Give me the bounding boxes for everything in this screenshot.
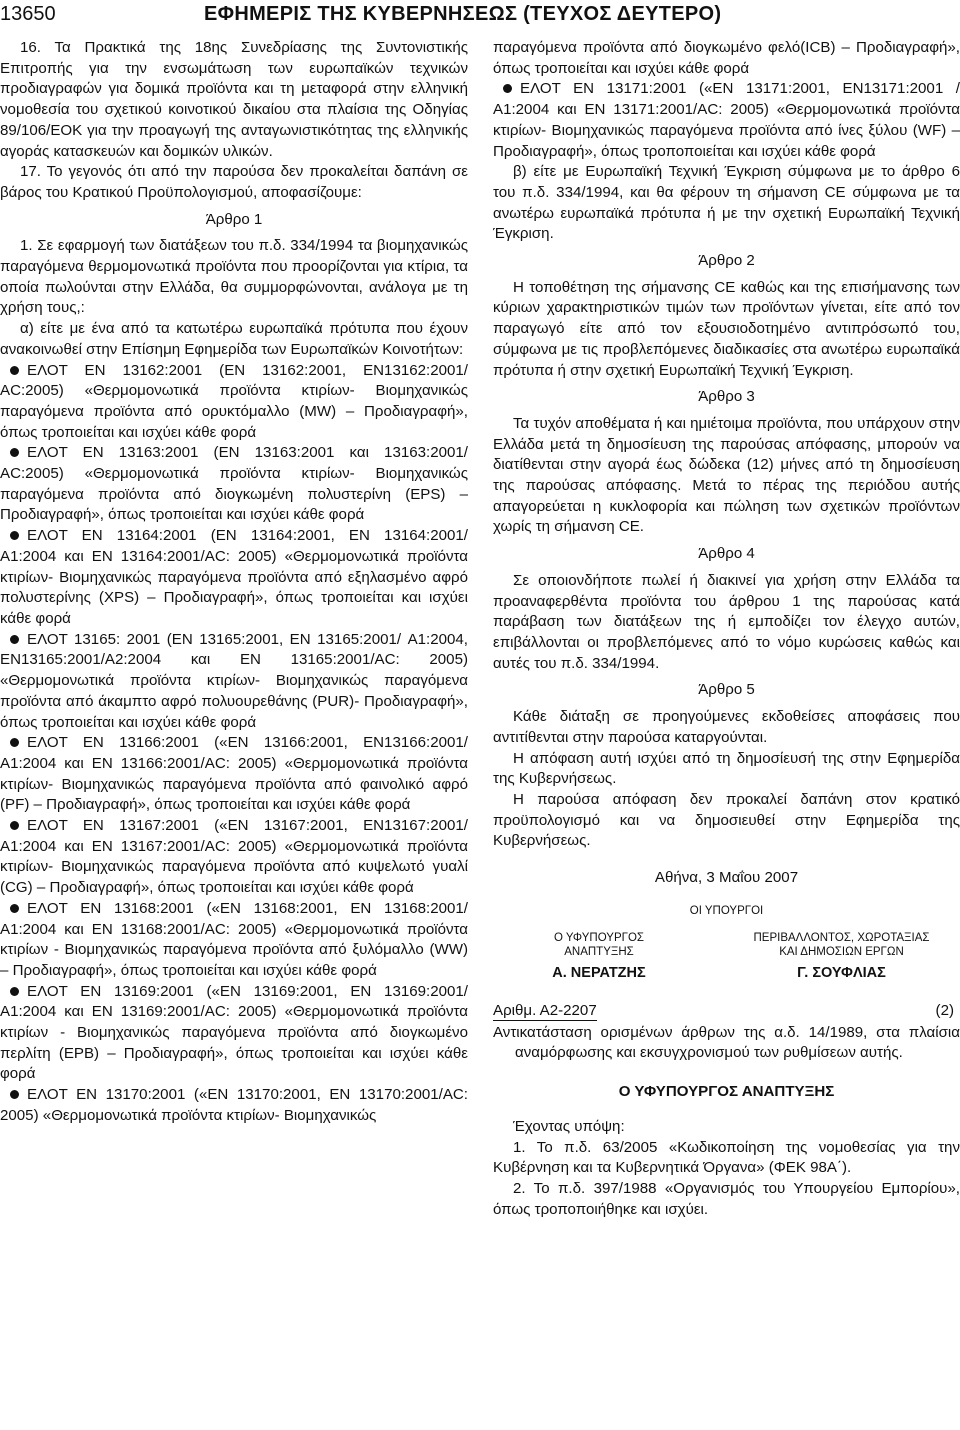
standard-text: ΕΛΟΤ ΕΝ 13169:2001 («ΕΝ 13169:2001, ΕΝ 13169:2001/ A1:2004 και ΕΝ 13169:2001/AC: 2005) «Θερμομονωτικά προϊόντα κτιρίων - Βιομηχανικώς παραγόμενα προϊόντα από διογκωμένο περλίτη (EPB) – Προδιαγραφή», όπως τροποιείται και ισχύει κάθε φορά	[0, 982, 468, 1083]
bullet-icon	[10, 366, 19, 375]
article-5-text-3: Η παρούσα απόφαση δεν προκαλεί δαπάνη στον κρατικό προϋπολογισμό και να δημοσιευθεί στην Εφημερίδα της Κυβερνήσεως.	[493, 790, 960, 850]
standard-item	[0, 899, 468, 982]
bullet-icon	[10, 904, 19, 913]
decision-number-line	[493, 1001, 960, 1023]
having-regard-label: Έχοντας υπόψη:	[513, 1117, 625, 1135]
article-1-option-a: α) είτε με ένα από τα κατωτέρω ευρωπαϊκά πρότυπα που έχουν ανακοινωθεί στην Επίσημη Εφημερίδα των Ευρωπαϊκών Κοινοτήτων:	[0, 320, 468, 358]
bullet-icon	[10, 448, 19, 457]
standard-item	[0, 361, 468, 444]
article-3-text: Τα τυχόν αποθέματα ή και ημιέτοιμα προϊόντα, που υπάρχουν στην Ελλάδα μετά τη δημοσίευση της παρούσας απόφασης, μπορούν να διατίθενται στην αγορά έως δώδεκα (12) μήνες από τη δημοσίευση της παρούσας απόφασης. Μετά το πέρας της περιόδου αυτής απαγορεύεται η κυκλοφορία και πώληση των σχετικών προϊόντων χωρίς τη σήμανση CE.	[493, 414, 960, 536]
bullet-icon	[503, 84, 512, 93]
minister-left-title-line2: ΑΝΑΠΤΥΞΗΣ	[564, 945, 634, 958]
issuing-minister: Ο ΥΦΥΠΟΥΡΓΟΣ ΑΝΑΠΤΥΞΗΣ	[618, 1083, 835, 1101]
article-1-option-b: β) είτε με Ευρωπαϊκή Τεχνική Έγκριση σύμφωνα με το άρθρο 6 του π.δ. 334/1994, και θα φέρουν τη σήμανση CE σύμφωνα με τα ανωτέρω ευρωπαϊκά πρότυπα ή με την σχετική Ευρωπαϊκή Τεχνική Έγκριση.	[493, 163, 960, 243]
regard-item-2: 2. Το π.δ. 397/1988 «Οργανισμός του Υπουργείου Εμπορίου», όπως τροποποιήθηκε και ισχύει.	[493, 1179, 960, 1218]
decision-subject: Αντικατάσταση ορισμένων άρθρων της α.δ. 14/1989, στα πλαίσια αναμόρφωσης και εκσυγχρονισμού των ρυθμίσεων αυτής.	[493, 1023, 960, 1062]
minister-right-name: Γ. ΣΟΥΦΛΙΑΣ	[797, 964, 886, 981]
ministers-label: ΟΙ ΥΠΟΥΡΓΟΙ	[689, 904, 764, 917]
page-header	[0, 0, 960, 34]
standard-item	[0, 630, 468, 734]
standard-text: ΕΛΟΤ ΕΝ 13164:2001 (ΕΝ 13164:2001, ΕΝ 13164:2001/ A1:2004 και ΕΝ 13164:2001/AC: 2005) «Θερμομονωτικά προϊόντα κτιρίων- Βιομηχανικώς παραγόμενα προϊόντα από εξηλασμένο αφρό πολυστερίνης (XPS) – Προδιαγραφή», όπως τροποιείται και ισχύει κάθε φορά	[0, 527, 468, 627]
recital-17: 17. Το γεγονός ότι από την παρούσα δεν προκαλείται δαπάνη σε βάρος του Κρατικού Προϋπολογισμού, αποφασίζουμε:	[0, 163, 468, 201]
article-5-title: Άρθρο 5	[698, 681, 755, 699]
standard-item	[0, 526, 468, 630]
minister-left-name: Α. ΝΕΡΑΤΖΗΣ	[552, 964, 646, 981]
bullet-icon	[10, 987, 19, 996]
standard-continuation: παραγόμενα προϊόντα από διογκωμένο φελό(ICB) – Προδιαγραφή», όπως τροποιείται και ισχύει κάθε φορά	[493, 39, 960, 77]
standard-item	[0, 1085, 468, 1126]
regard-item-1: 1. Το π.δ. 63/2005 «Κωδικοποίηση της νομοθεσίας για την Κυβέρνηση και τα Κυβερνητικά Όργανα» (ΦΕΚ 98Α΄).	[493, 1138, 960, 1177]
minister-left-title-line1: Ο ΥΦΥΠΟΥΡΓΟΣ	[553, 931, 645, 944]
bullet-icon	[10, 821, 19, 830]
standard-item	[0, 443, 468, 526]
right-column	[493, 38, 960, 1220]
page-number: 13650	[0, 3, 56, 25]
minister-right-title-line1: ΠΕΡΙΒΑΛΛΟΝΤΟΣ, ΧΩΡΟΤΑΞΙΑΣ	[753, 931, 930, 944]
standard-text: ΕΛΟΤ ΕΝ 13162:2001 (EN 13162:2001, EN13162:2001/ AC:2005) «Θερμομονωτικά προϊόντα κτιρίων- Βιομηχανικώς παραγόμενα προϊόντα από ορυκτόμαλλο (MW) – Προδιαγραφή», όπως τροποιείται και ισχύει κάθε φορά	[0, 361, 468, 441]
article-5-text-1: Κάθε διάταξη σε προηγούμενες εκδοθείσες αποφάσεις που αντιτίθενται στην παρούσα καταργούνται.	[493, 708, 960, 746]
signatures-block	[493, 897, 960, 987]
article-3-title: Άρθρο 3	[698, 388, 755, 406]
bullet-icon	[10, 531, 19, 540]
article-4-text: Σε οποιονδήποτε πωλεί ή διακινεί για χρήση στην Ελλάδα τα προαναφερθέντα προϊόντα του άρθρου 1 της παρούσας κατά παράβαση των διατάξεων της ή εμποδίζει τον έλεγχο αυτών, επιβάλλονται οι προβλεπόμενες από το νόμο κυρώσεις καθώς και αυτές του π.δ. 334/1994.	[493, 571, 960, 672]
article-5-text-2: Η απόφαση αυτή ισχύει από τη δημοσίευσή της στην Εφημερίδα της Κυβερνήσεως.	[493, 749, 960, 788]
standard-text: ΕΛΟΤ ΕΝ 13163:2001 (ΕΝ 13163:2001 και 13163:2001/ AC:2005) «Θερμομονωτικά προϊόντα κτιρίων- Βιομηχανικώς παραγόμενα προϊόντα από διογκωμένη πολυστερίνη (EPS) – Προδιαγραφή», όπως τροποιείται και ισχύει κάθε φορά	[0, 444, 468, 524]
article-1-paragraph-1: 1. Σε εφαρμογή των διατάξεων του π.δ. 334/1994 τα βιομηχανικώς παραγόμενα θερμομονωτικά προϊόντα που προορίζονται για κτίρια, τα οποία πωλούνται στην Ελλάδα, θα συμμορφώνονται, ανάλογα με τη χρήση τους,:	[0, 237, 468, 317]
standard-text: ΕΛΟΤ ΕΝ 13170:2001 («ΕΝ 13170:2001, ΕΝ 13170:2001/AC: 2005) «Θερμομονωτικά προϊόντα κτιρίων- Βιομηχανικώς	[0, 1086, 468, 1124]
article-1-title: Άρθρο 1	[205, 210, 263, 228]
standard-text: ΕΛΟΤ ΕΝ 13171:2001 («ΕΝ 13171:2001, ΕΝ13171:2001 / A1:2004 και ΕΝ 13171:2001/AC: 2005) «Θερμομονωτικά προϊόντα κτιρίων- Βιομηχανικώς παραγόμενα προϊόντα από ίνες ξύλου (WF) – Προδιαγραφή», όπως τροποποιείται και ισχύει κάθε φορά	[493, 80, 960, 160]
standard-item	[0, 733, 468, 816]
left-column	[0, 38, 468, 1127]
bullet-icon	[10, 1090, 19, 1099]
standard-item	[493, 79, 960, 162]
standard-item	[0, 816, 468, 899]
gazette-title: ΕΦΗΜΕΡΙΣ ΤΗΣ ΚΥΒΕΡΝΗΣΕΩΣ (ΤΕΥΧΟΣ ΔΕΥΤΕΡΟ)	[204, 3, 722, 25]
standard-item	[0, 982, 468, 1086]
standard-text: ΕΛΟΤ ΕΝ 13167:2001 («ΕΝ 13167:2001, ΕΝ13167:2001/ A1:2004 και ΕΝ 13167:2001/AC: 2005) «Θερμομονωτικά προϊόντα κτιρίων- Βιομηχανικώς παραγόμενα προϊόντα από κυψελωτό γυαλί (CG) – Προδιαγραφή», όπως τροποιείται και ισχύει κάθε φορά	[0, 817, 468, 897]
decision-number: Αριθμ. Α2-2207	[493, 1001, 597, 1019]
article-2-title: Άρθρο 2	[698, 252, 755, 270]
article-4-title: Άρθρο 4	[698, 545, 755, 563]
standard-text: ΕΛΟΤ ΕΝ 13168:2001 («ΕΝ 13168:2001, ΕΝ 13168:2001/ A1:2004 και ΕΝ 13168:2001/AC: 2005) «Θερμομονωτικά προϊόντα κτιρίων - Βιομηχανικώς παραγόμενα προϊόντα από ξυλόμαλλο (WW) – Προδιαγραφή», όπως τροποιείται και ισχύει κάθε φορά	[0, 899, 468, 979]
bullet-icon	[10, 738, 19, 747]
recital-16: 16. Τα Πρακτικά της 18ης Συνεδρίασης της Συντονιστικής Επιτροπής για την ενσωμάτωση των ευρωπαϊκών τεχνικών προδιαγραφών για δομικά προϊόντα και τη μεταφορά στην ελληνική νομοθεσία του σχετικού κοινοτικού δικαίου στα πλαίσια της Οδηγίας 89/106/ΕΟΚ για την προαγωγή της ανταγωνιστικότητας της ελληνικής αγοράς κατασκευών και δομικών υλικών.	[0, 39, 468, 160]
standard-text: ΕΛΟΤ 13165: 2001 (ΕΝ 13165:2001, ΕΝ 13165:2001/ A1:2004, EN13165:2001/A2:2004 και ΕΝ 13165:2001/AC: 2005) «Θερμομονωτικά προϊόντα κτιρίων- Βιομηχανικώς παραγόμενα προϊόντα από άκαμπτο αφρό πολυουρεθάνης (PUR)- Προδιαγραφή», όπως τροποιείται και ισχύει κάθε φορά	[0, 630, 468, 731]
decision-sequence: (2)	[935, 1001, 954, 1019]
bullet-icon	[10, 635, 19, 644]
minister-right-title	[723, 931, 960, 959]
standard-text: ΕΛΟΤ ΕΝ 13166:2001 («ΕΝ 13166:2001, ΕΝ13166:2001/ A1:2004 και ΕΝ 13166:2001/AC: 2005) «Θερμομονωτικά προϊόντα κτιρίων- Βιομηχανικώς παραγόμενα προϊόντα από φαινολικό αφρό (PF) – Προδιαγραφή», όπως τροποιείται και ισχύει κάθε φορά	[0, 734, 468, 814]
minister-right-title-line2: ΚΑΙ ΔΗΜΟΣΙΩΝ ΕΡΓΩΝ	[779, 945, 904, 958]
article-2-text: Η τοποθέτηση της σήμανσης CE καθώς και της επισήμανσης των κύριων χαρακτηριστικών τιμών των προϊόντων γίνεται, είτε από τον παραγωγό είτε από τον εξουσιοδοτημένο αντιπρόσωπό του, σύμφωνα με τις προβλεπόμενες διαδικασίες στα ανωτέρω ευρωπαϊκά πρότυπα ή στην σχετική Ευρωπαϊκή Τεχνική Έγκριση.	[493, 278, 960, 379]
signing-date: Αθήνα, 3 Μαΐου 2007	[654, 869, 799, 887]
minister-left-title	[493, 931, 705, 959]
